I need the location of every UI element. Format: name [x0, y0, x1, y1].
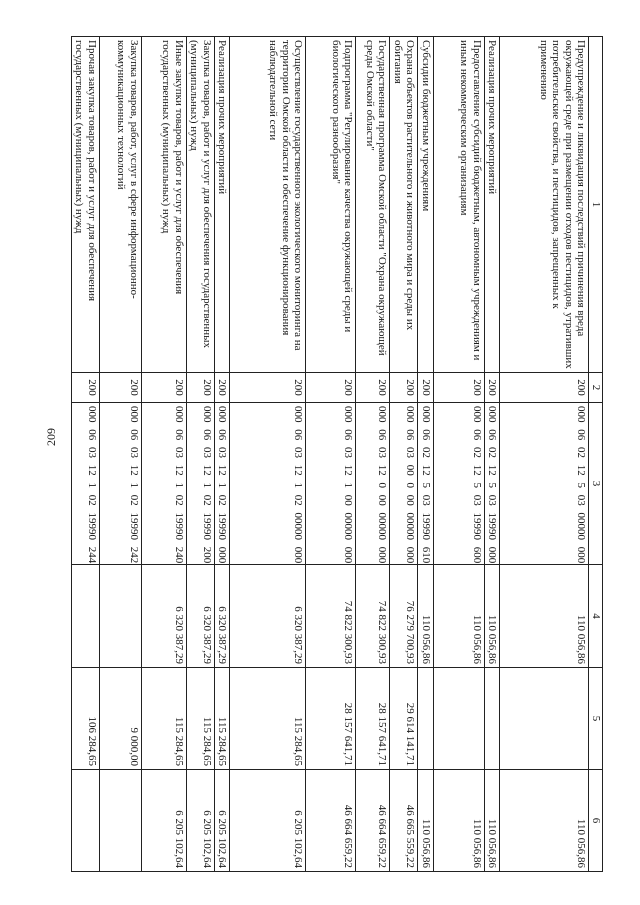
row-kbk: 000 06 02 12 5 03 00000 000 — [500, 403, 589, 565]
row-value-col6: 6 205 102,64 — [230, 770, 306, 872]
header-cell: 4 — [589, 565, 603, 668]
row-name: Предоставление субсидий бюджетным, автономным учреждениям и иным некоммерческим организациям — [434, 37, 485, 373]
row-value-col6 — [100, 770, 142, 872]
row-name: Осуществление государственного экологического мониторинга на территории Омской области и обеспечение функционирования наблюдательной сети — [230, 37, 306, 373]
row-kbk: 000 06 03 00 0 00 00000 000 — [390, 403, 418, 565]
row-kbk: 000 06 03 12 1 02 19990 244 — [72, 403, 100, 565]
table-row — [434, 37, 485, 872]
row-code: 200 — [72, 373, 100, 403]
row-kbk: 000 06 03 12 1 02 19990 200 — [187, 403, 215, 565]
row-value-col4: 76 279 700,93 — [390, 565, 418, 668]
row-value-col4: 110 056,86 — [418, 565, 434, 668]
row-name: Предупреждение и ликвидация последствий причинения вреда окружающей среде при размещении отходов пестицидов, утративших потребительские свойства, и пестицидов, запрещенных к применению — [500, 37, 589, 373]
row-code: 200 — [142, 373, 187, 403]
table-row — [230, 37, 306, 872]
row-value-col4: 110 056,86 — [500, 565, 589, 668]
row-code: 200 — [187, 373, 215, 403]
row-value-col5: 115 284,65 — [215, 668, 231, 770]
row-value-col6: 6 205 102,64 — [142, 770, 187, 872]
row-code: 200 — [356, 373, 390, 403]
table-row — [485, 37, 501, 872]
row-value-col4 — [72, 565, 100, 668]
row-value-col6 — [72, 770, 100, 872]
row-value-col4: 110 056,86 — [434, 565, 485, 668]
table-row — [390, 37, 418, 872]
table-row — [142, 37, 187, 872]
page-number: 209 — [44, 428, 58, 446]
row-name: Иные закупки товаров, работ и услуг для обеспечения государственных (муниципальных) нужд — [142, 37, 187, 373]
row-value-col4: 74 822 300,93 — [306, 565, 356, 668]
table-row — [72, 37, 100, 872]
row-name: Охрана объектов растительного и животного мира и среды их обитания — [390, 37, 418, 373]
table-row — [215, 37, 231, 872]
row-code: 200 — [418, 373, 434, 403]
row-code: 200 — [215, 373, 231, 403]
row-kbk: 000 06 03 12 1 00 00000 000 — [306, 403, 356, 565]
row-value-col5 — [434, 668, 485, 770]
row-kbk: 000 06 03 12 1 02 00000 000 — [230, 403, 306, 565]
row-code: 200 — [230, 373, 306, 403]
row-code: 200 — [306, 373, 356, 403]
row-value-col6: 6 205 102,64 — [187, 770, 215, 872]
row-value-col5: 115 284,65 — [187, 668, 215, 770]
row-value-col5: 29 614 141,71 — [390, 668, 418, 770]
row-value-col6: 110 056,86 — [500, 770, 589, 872]
header-cell: 5 — [589, 668, 603, 770]
row-code: 200 — [390, 373, 418, 403]
header-row — [589, 37, 603, 872]
header-cell: 3 — [589, 403, 603, 565]
row-value-col4: 110 056,86 — [485, 565, 501, 668]
table-row — [500, 37, 589, 872]
row-value-col6: 6 205 102,64 — [215, 770, 231, 872]
row-name: Реализация прочих мероприятий — [215, 37, 231, 373]
row-value-col5: 106 284,65 — [72, 668, 100, 770]
row-value-col4: 74 822 300,93 — [356, 565, 390, 668]
row-code: 200 — [485, 373, 501, 403]
row-name: Государственная программа Омской области "Охрана окружающей среды Омской области" — [356, 37, 390, 373]
row-value-col5 — [500, 668, 589, 770]
row-value-col6: 46 664 659,22 — [306, 770, 356, 872]
table-row — [306, 37, 356, 872]
row-value-col5: 28 157 641,71 — [306, 668, 356, 770]
row-kbk: 000 06 03 12 0 00 00000 000 — [356, 403, 390, 565]
header-cell: 1 — [589, 37, 603, 373]
row-kbk: 000 06 02 12 5 03 19990 600 — [434, 403, 485, 565]
row-value-col6: 46 664 659,22 — [356, 770, 390, 872]
row-value-col4 — [100, 565, 142, 668]
header-cell: 6 — [589, 770, 603, 872]
row-value-col4: 6 320 387,29 — [215, 565, 231, 668]
row-value-col5 — [418, 668, 434, 770]
row-kbk: 000 06 02 12 5 03 19990 610 — [418, 403, 434, 565]
table-row — [418, 37, 434, 872]
row-value-col6: 110 056,86 — [434, 770, 485, 872]
row-name: Реализация прочих мероприятий — [485, 37, 501, 373]
row-value-col6: 110 056,86 — [418, 770, 434, 872]
row-name: Подпрограмма "Регулирование качества окружающей среды и биологического разнообразия" — [306, 37, 356, 373]
row-name: Прочая закупка товаров, работ и услуг для обеспечения государственных (муниципальных) нужд — [72, 37, 100, 373]
row-value-col5: 115 284,65 — [230, 668, 306, 770]
row-code: 200 — [100, 373, 142, 403]
row-code: 200 — [434, 373, 485, 403]
row-name: Закупка товаров, работ, услуг в сфере информационно-коммуникационных технологий — [100, 37, 142, 373]
table-row — [356, 37, 390, 872]
header-cell: 2 — [589, 373, 603, 403]
row-value-col5: 115 284,65 — [142, 668, 187, 770]
row-kbk: 000 06 03 12 1 02 19990 242 — [100, 403, 142, 565]
budget-table — [71, 36, 603, 872]
row-value-col5: 28 157 641,71 — [356, 668, 390, 770]
row-kbk: 000 06 02 12 5 03 19990 000 — [485, 403, 501, 565]
row-value-col6: 46 665 559,22 — [390, 770, 418, 872]
table-row — [100, 37, 142, 872]
row-name: Закупка товаров, работ и услуг для обеспечения государственных (муниципальных) нужд — [187, 37, 215, 373]
row-value-col5: 9 000,00 — [100, 668, 142, 770]
table-row — [187, 37, 215, 872]
row-value-col4: 6 320 387,29 — [230, 565, 306, 668]
row-kbk: 000 06 03 12 1 02 19990 240 — [142, 403, 187, 565]
row-value-col5 — [485, 668, 501, 770]
row-name: Субсидии бюджетным учреждениям — [418, 37, 434, 373]
row-value-col4: 6 320 387,29 — [142, 565, 187, 668]
row-code: 200 — [500, 373, 589, 403]
rotated-budget-table-wrapper — [75, 36, 603, 871]
row-kbk: 000 06 03 12 1 02 19990 000 — [215, 403, 231, 565]
row-value-col4: 6 320 387,29 — [187, 565, 215, 668]
row-value-col6: 110 056,86 — [485, 770, 501, 872]
